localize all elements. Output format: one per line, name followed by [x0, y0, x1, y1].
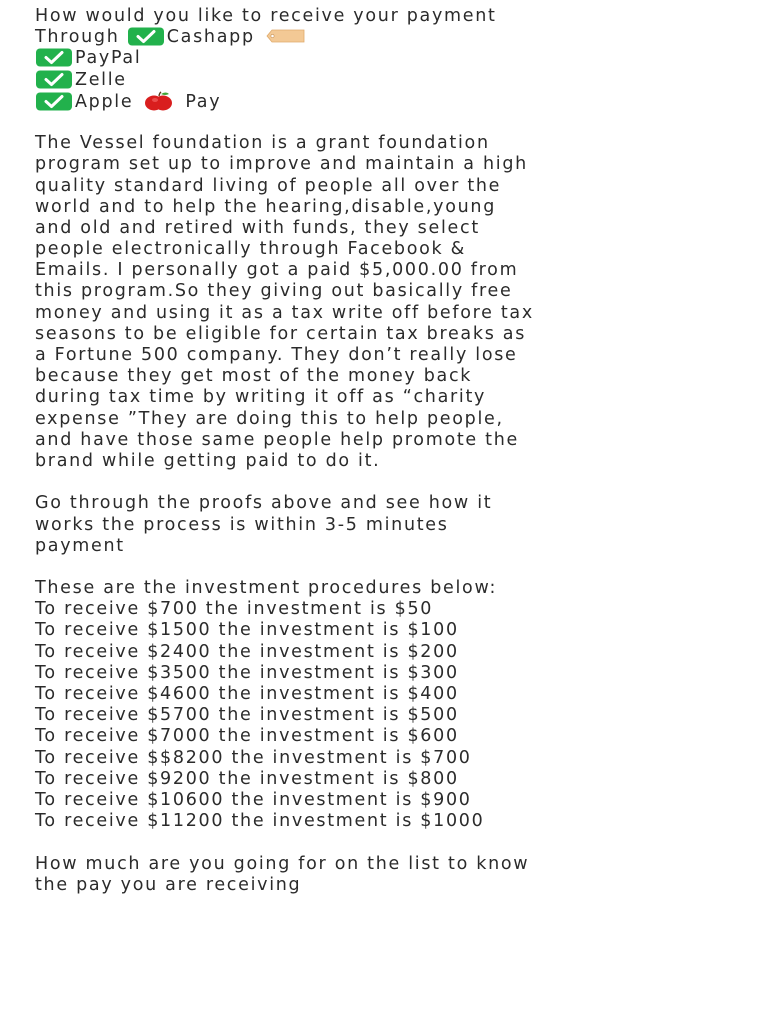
check-mark-button-icon — [127, 27, 165, 46]
text-line: world and to help the hearing,disable,young — [35, 196, 497, 217]
payment-option-cashapp — [35, 27, 745, 48]
payment-question: How would you like to receive your payment — [35, 6, 497, 26]
text-line: The Vessel foundation is a grant foundation — [35, 133, 490, 154]
procedure-item: To receive $700 the investment is $50 — [35, 599, 434, 620]
apple-label: Apple — [75, 91, 134, 112]
through-label: Through — [35, 27, 120, 48]
spacer — [35, 557, 745, 578]
payment-option-paypal — [35, 48, 745, 69]
paypal-label: PayPal — [75, 48, 142, 69]
spacer — [35, 472, 745, 493]
text-line: during tax time by writing it off as “charity — [35, 387, 487, 408]
text-line: money and using it as a tax write off before tax — [35, 302, 534, 323]
procedure-item: To receive $1500 the investment is $100 — [35, 620, 459, 641]
procedure-item: To receive $3500 the investment is $300 — [35, 662, 459, 683]
text-line: seasons to be eligible for certain tax breaks as — [35, 323, 527, 344]
procedure-item: To receive $9200 the investment is $800 — [35, 768, 459, 789]
text-line: the pay you are receiving — [35, 874, 302, 895]
text-line: because they get most of the money back — [35, 366, 473, 387]
investment-procedures — [35, 578, 745, 832]
payment-options — [35, 6, 745, 112]
check-mark-button-icon — [35, 48, 73, 67]
red-apple-icon — [141, 91, 179, 111]
procedure-item: To receive $10600 the investment is $900 — [35, 789, 472, 810]
closing-question — [35, 854, 745, 896]
text-line: this program.So they giving out basically free — [35, 281, 513, 302]
text-line: a Fortune 500 company. They don’t really lose — [35, 345, 518, 365]
text-line: expense ”They are doing this to help people, — [35, 408, 504, 429]
payment-option-applepay — [35, 91, 745, 112]
message-document — [35, 6, 745, 896]
check-mark-button-icon — [35, 70, 73, 89]
zelle-label: Zelle — [75, 69, 127, 90]
spacer — [35, 832, 745, 853]
procedure-item: To receive $7000 the investment is $600 — [35, 726, 459, 747]
text-line: quality standard living of people all over the — [35, 175, 502, 196]
procedures-heading: These are the investment procedures below: — [35, 578, 498, 599]
procedure-item: To receive $5700 the investment is $500 — [35, 705, 459, 726]
check-mark-button-icon — [35, 92, 73, 111]
text-line: and have those same people help promote the — [35, 429, 519, 450]
procedure-item: To receive $2400 the investment is $200 — [35, 641, 459, 662]
text-line: people electronically through Facebook & — [35, 239, 466, 260]
text-line: works the process is within 3-5 minutes — [35, 514, 449, 535]
spacer — [35, 112, 745, 133]
procedure-item: To receive $11200 the investment is $1000 — [35, 811, 485, 832]
text-line: brand while getting paid to do it. — [35, 450, 381, 471]
label-tag-icon — [266, 29, 306, 43]
text-line: payment — [35, 535, 125, 556]
cashapp-label: Cashapp — [166, 27, 255, 48]
proofs-paragraph — [35, 493, 745, 557]
text-line: and old and retired with funds, they select — [35, 217, 480, 238]
payment-option-zelle — [35, 70, 745, 91]
procedure-item: To receive $$8200 the investment is $700 — [35, 747, 472, 768]
text-line: program set up to improve and maintain a high — [35, 154, 528, 175]
text-line: Go through the proofs above and see how it — [35, 493, 493, 514]
procedure-item: To receive $4600 the investment is $400 — [35, 684, 459, 704]
foundation-description — [35, 133, 745, 472]
pay-label: Pay — [185, 91, 222, 112]
text-line: Emails. I personally got a paid $5,000.00 from — [35, 260, 519, 281]
text-line: How much are you going for on the list to know — [35, 853, 530, 874]
